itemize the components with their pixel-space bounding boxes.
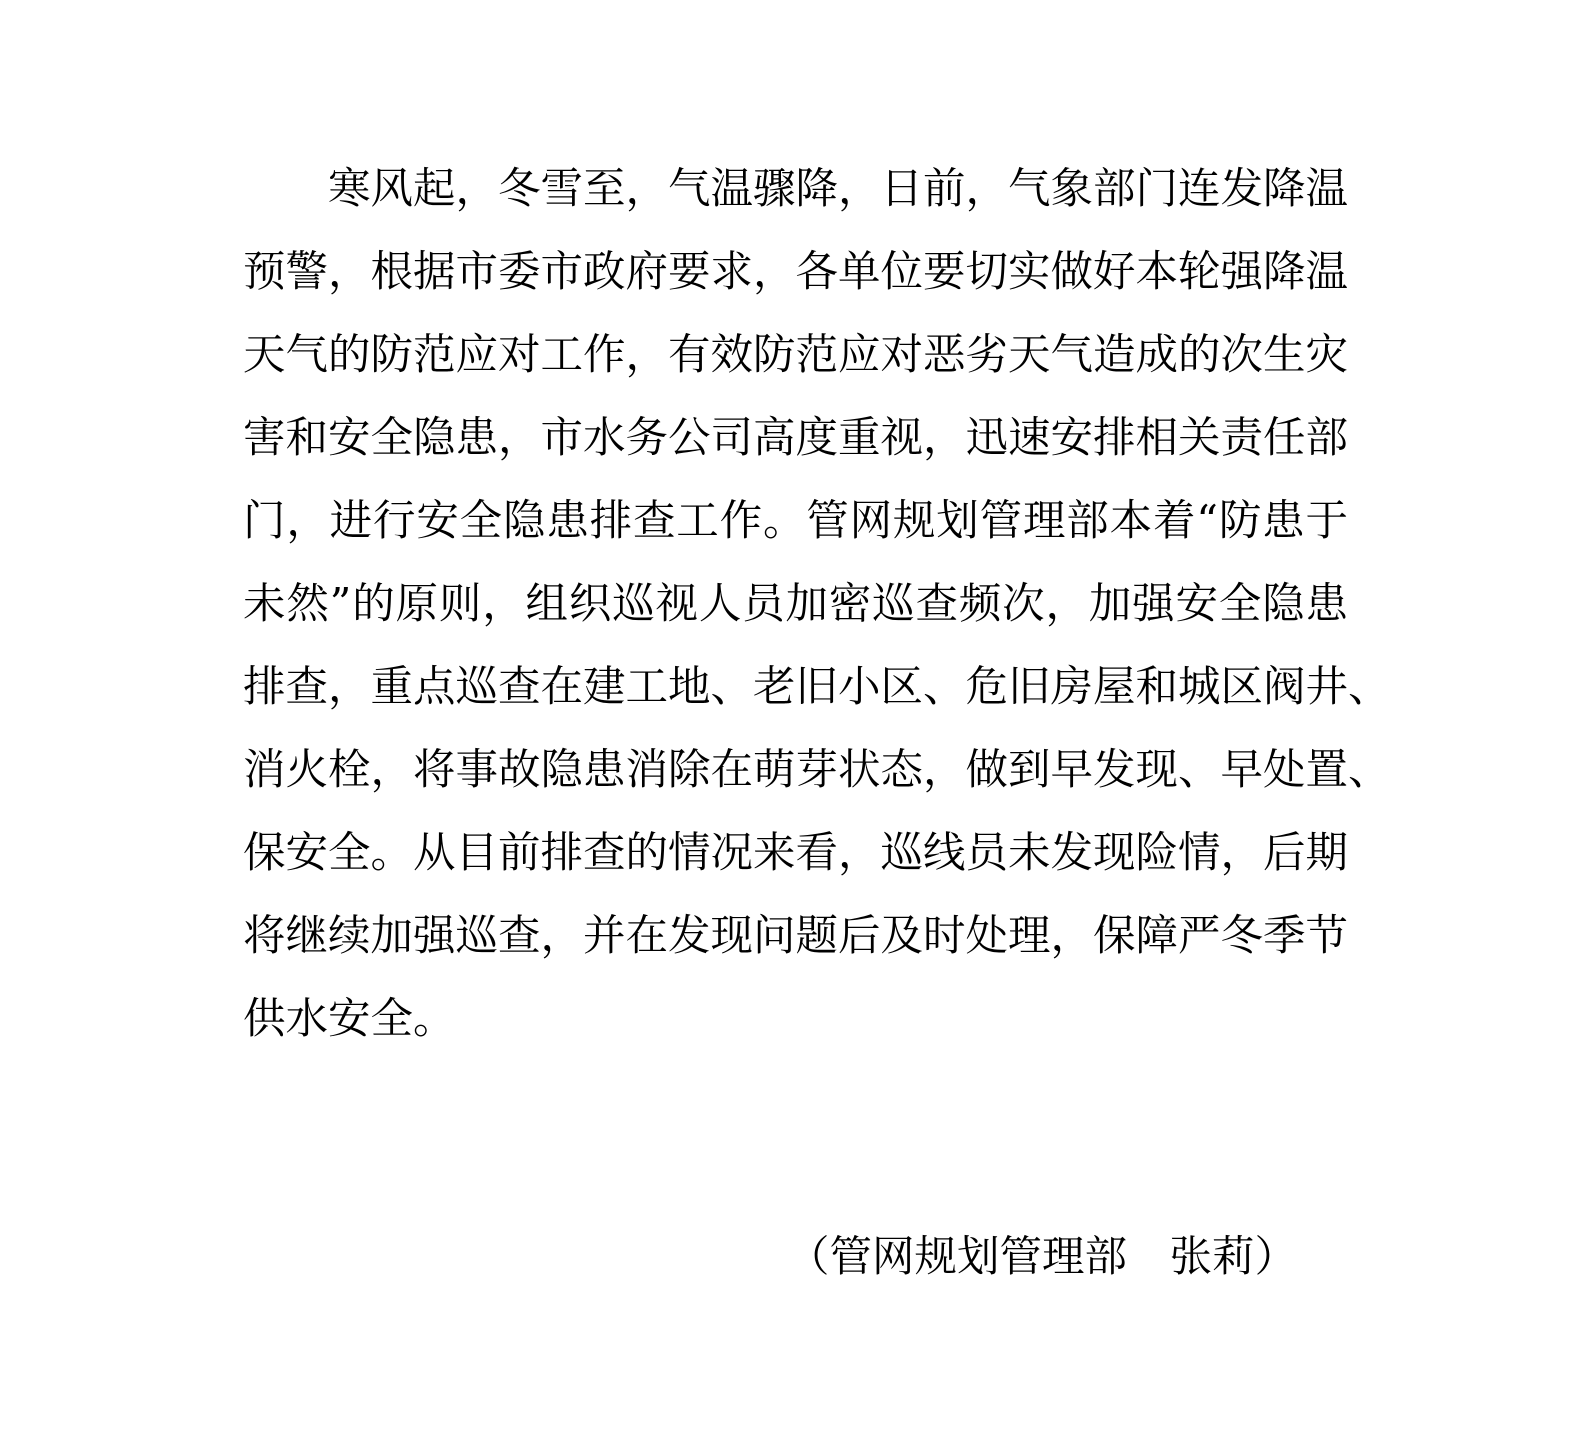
signature-line: （管网规划管理部 张莉） [786, 1233, 1297, 1282]
paragraph-line: 将继续加强巡查，并在发现问题后及时处理，保障严冬季节 [243, 912, 1349, 961]
paragraph-line: 门，进行安全隐患排查工作。管网规划管理部本着“防患于 [243, 497, 1348, 546]
paragraph-line: 寒风起，冬雪至，气温骤降，日前，气象部门连发降温 [328, 165, 1349, 214]
paragraph-line: 排查，重点巡查在建工地、老旧小区、危旧房屋和城区阀井、 [243, 663, 1391, 712]
paragraph-line: 供水安全。 [243, 995, 456, 1044]
paragraph-line: 保安全。从目前排查的情况来看，巡线员未发现险情，后期 [243, 829, 1349, 878]
paragraph-line: 害和安全隐患，市水务公司高度重视，迅速安排相关责任部 [243, 414, 1349, 463]
paragraph-line: 未然”的原则，组织巡视人员加密巡查频次，加强安全隐患 [243, 580, 1348, 629]
paragraph-line: 预警，根据市委市政府要求，各单位要切实做好本轮强降温 [243, 248, 1349, 297]
body-paragraph [243, 148, 1391, 1061]
paragraph-line: 消火栓，将事故隐患消除在萌芽状态，做到早发现、早处置、 [243, 746, 1391, 795]
paragraph-line: 天气的防范应对工作，有效防范应对恶劣天气造成的次生灾 [243, 331, 1349, 380]
